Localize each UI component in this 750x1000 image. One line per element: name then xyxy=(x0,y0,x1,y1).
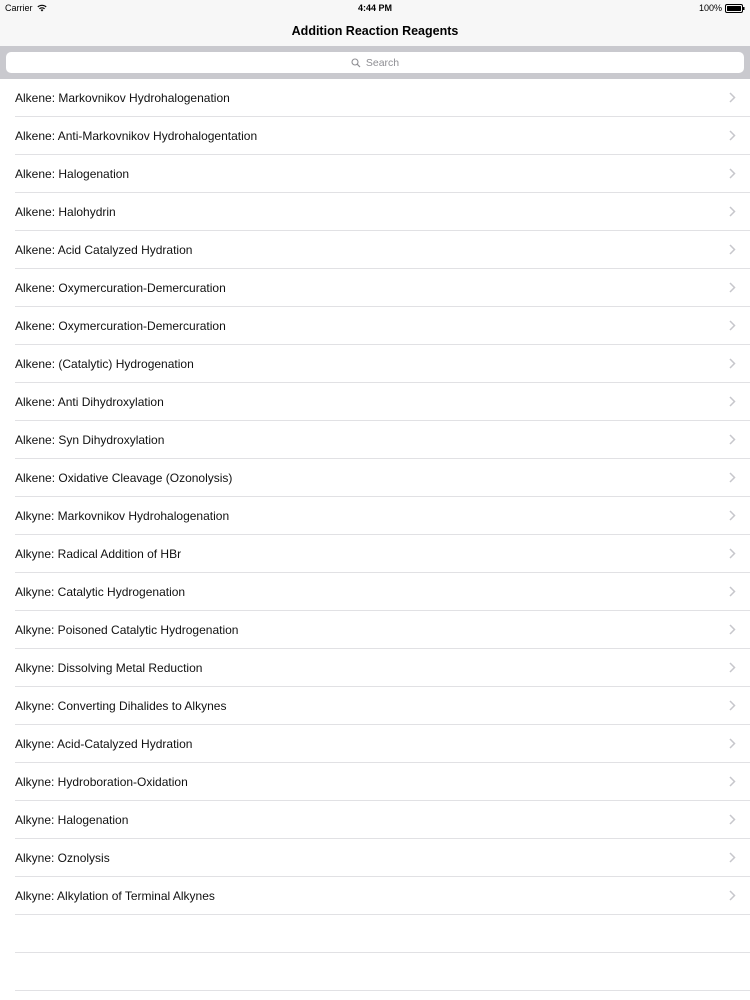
chevron-right-icon xyxy=(729,168,736,179)
chevron-right-icon xyxy=(729,662,736,673)
list-item-label: Alkene: Halohydrin xyxy=(15,205,116,219)
chevron-right-icon xyxy=(729,130,736,141)
list-item[interactable] xyxy=(15,231,750,269)
chevron-right-icon xyxy=(729,738,736,749)
list-item[interactable] xyxy=(15,725,750,763)
list-item[interactable] xyxy=(15,763,750,801)
list-item[interactable] xyxy=(15,573,750,611)
reagent-list xyxy=(0,79,750,991)
list-item-label: Alkyne: Radical Addition of HBr xyxy=(15,547,182,561)
chevron-right-icon xyxy=(729,320,736,331)
search-placeholder: Search xyxy=(365,56,400,69)
list-item-label: Alkyne: Markovnikov Hydrohalogenation xyxy=(15,509,230,523)
battery-icon xyxy=(725,4,745,13)
list-item[interactable] xyxy=(15,535,750,573)
list-item[interactable] xyxy=(15,421,750,459)
list-item[interactable] xyxy=(15,269,750,307)
list-item-label: Alkene: Acid Catalyzed Hydration xyxy=(15,243,193,257)
list-item-label: Alkene: Oxymercuration-Demercuration xyxy=(15,281,226,295)
search-icon xyxy=(351,58,361,68)
chevron-right-icon xyxy=(729,624,736,635)
list-item-label: Alkene: Syn Dihydroxylation xyxy=(15,433,165,447)
carrier-label: Carrier xyxy=(5,3,33,13)
status-right xyxy=(699,3,745,13)
status-time: 4:44 PM xyxy=(357,3,392,13)
chevron-right-icon xyxy=(729,586,736,597)
list-item[interactable] xyxy=(15,307,750,345)
list-item[interactable] xyxy=(15,383,750,421)
chevron-right-icon xyxy=(729,282,736,293)
search-input[interactable] xyxy=(6,52,744,73)
list-item[interactable] xyxy=(15,687,750,725)
list-item-label: Alkyne: Halogenation xyxy=(15,813,129,827)
list-item-label: Alkyne: Poisoned Catalytic Hydrogenation xyxy=(15,623,239,637)
list-item-label: Alkene: Anti Dihydroxylation xyxy=(15,395,164,409)
list-item-label: Alkene: Anti-Markovnikov Hydrohalogentation xyxy=(15,129,258,143)
chevron-right-icon xyxy=(729,472,736,483)
status-bar xyxy=(0,0,750,16)
chevron-right-icon xyxy=(729,510,736,521)
navigation-bar xyxy=(0,16,750,46)
chevron-right-icon xyxy=(729,852,736,863)
battery-percent: 100% xyxy=(698,3,722,13)
empty-row xyxy=(15,953,750,991)
list-item-label: Alkyne: Acid-Catalyzed Hydration xyxy=(15,737,193,751)
empty-row xyxy=(15,915,750,953)
list-item-label: Alkene: Markovnikov Hydrohalogenation xyxy=(15,91,230,105)
list-item[interactable] xyxy=(15,877,750,915)
chevron-right-icon xyxy=(729,776,736,787)
list-item[interactable] xyxy=(15,345,750,383)
list-item-label: Alkene: Oxymercuration-Demercuration xyxy=(15,319,226,333)
search-bar xyxy=(0,46,750,79)
list-item[interactable] xyxy=(15,801,750,839)
chevron-right-icon xyxy=(729,700,736,711)
list-item[interactable] xyxy=(15,117,750,155)
list-item[interactable] xyxy=(15,79,750,117)
chevron-right-icon xyxy=(729,244,736,255)
chevron-right-icon xyxy=(729,358,736,369)
chevron-right-icon xyxy=(729,814,736,825)
list-item[interactable] xyxy=(15,497,750,535)
list-item-label: Alkene: Oxidative Cleavage (Ozonolysis) xyxy=(15,471,233,485)
chevron-right-icon xyxy=(729,206,736,217)
list-item-label: Alkyne: Catalytic Hydrogenation xyxy=(15,585,186,599)
list-item-label: Alkyne: Dissolving Metal Reduction xyxy=(15,661,203,675)
chevron-right-icon xyxy=(729,92,736,103)
chevron-right-icon xyxy=(729,890,736,901)
list-item[interactable] xyxy=(15,611,750,649)
chevron-right-icon xyxy=(729,434,736,445)
page-title: Addition Reaction Reagents xyxy=(291,24,459,38)
list-item[interactable] xyxy=(15,193,750,231)
list-item-label: Alkyne: Alkylation of Terminal Alkynes xyxy=(15,889,215,903)
list-item[interactable] xyxy=(15,459,750,497)
list-item-label: Alkene: Halogenation xyxy=(15,167,130,181)
list-item[interactable] xyxy=(15,839,750,877)
chevron-right-icon xyxy=(729,548,736,559)
list-item-label: Alkyne: Hydroboration-Oxidation xyxy=(15,775,188,789)
list-item-label: Alkyne: Oznolysis xyxy=(15,851,110,865)
list-item[interactable] xyxy=(15,155,750,193)
list-item[interactable] xyxy=(15,649,750,687)
list-item-label: Alkene: (Catalytic) Hydrogenation xyxy=(15,357,194,371)
list-item-label: Alkyne: Converting Dihalides to Alkynes xyxy=(15,699,227,713)
chevron-right-icon xyxy=(729,396,736,407)
